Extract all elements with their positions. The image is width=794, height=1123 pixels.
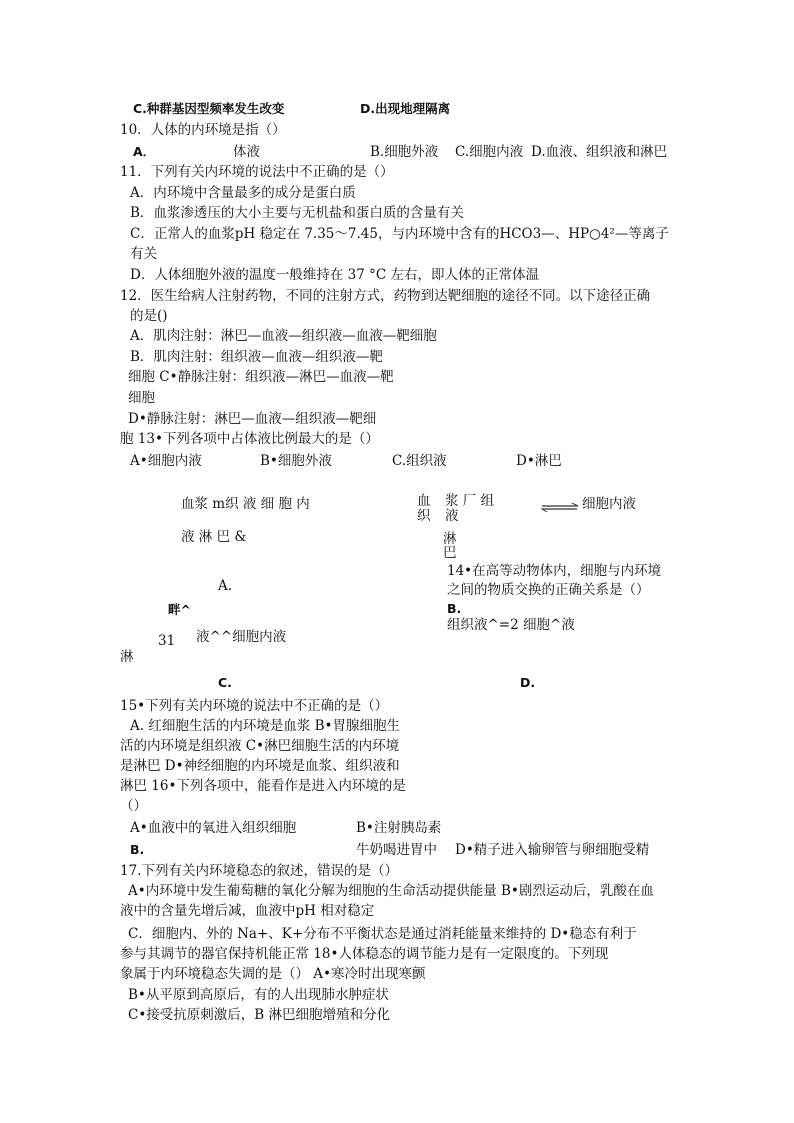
q15-line1: A. 红细胞生活的内环境是血浆 B•胃腺细胞生 (130, 718, 401, 734)
q15-line2: 活的内环境是组织液 C•淋巴细胞生活的内环境 (120, 738, 400, 754)
diagram-right-char2: 织 (417, 508, 431, 524)
q12-option-b: B．肌肉注射：组织液—血液—组织液—靶 (130, 349, 383, 365)
q13-option-c: C.组织液 (392, 453, 447, 469)
q14-option-b-text: 组织液^=2 细胞^液 (447, 617, 575, 633)
double-arrow-icon (541, 503, 579, 512)
diagram-lymph-char: 淋 (120, 649, 134, 665)
q15-line5: （） (120, 798, 147, 814)
q17-stem: 17.下列有关内环境稳态的叙述，错误的是（） (120, 863, 398, 879)
diagram-right-char5: 巴 (443, 545, 457, 561)
q17-line1: A•内环境中发生葡萄糖的氧化分解为细胞的生命活动提供能量 B•剧烈运动后，乳酸在血 (128, 883, 654, 899)
diagram-option-a-label: A. (218, 578, 233, 594)
q13-stem: 胞 13•下列各项中占体液比例最大的是（） (120, 431, 379, 447)
q15-line3: 是淋巴 D•神经细胞的内环境是血浆、组织液和 (120, 758, 400, 774)
q18-option-c: C•接受抗原刺激后，B 淋巴细胞增殖和分化 (128, 1007, 391, 1023)
q10-option-c: C.细胞内液 (455, 144, 524, 160)
q10-option-a: A． (133, 144, 156, 159)
q11-stem: 11．下列有关内环境的说法中不正确的是（） (120, 164, 394, 180)
diagram-right-cell: 细胞内液 (582, 496, 636, 512)
diagram-liquid-text: 液^^细胞内液 (196, 629, 287, 645)
q16-option-a: A•血液中的氧进入组织细胞 (130, 820, 297, 836)
diagram-number: 31 (158, 633, 176, 649)
q16-option-c: 牛奶喝进胃中 (356, 842, 437, 858)
q10-option-a-text: 体液 (233, 144, 260, 160)
diagram-right-char1: 血 (417, 493, 431, 509)
q16-option-c-label: B. (130, 842, 145, 857)
diagram-option-d-label: D. (520, 675, 536, 690)
q11-option-c-cont: 有关 (130, 246, 157, 262)
q17-line2: 液中的含量先增后减，血液中pH 相对稳定 (120, 903, 375, 919)
q10-option-d: D.血液、组织液和淋巴 (531, 144, 668, 160)
q10-option-b: B.细胞外液 (370, 144, 439, 160)
q12-stem: 12．医生给病人注射药物，不同的注射方式，药物到达靶细胞的途径不同。以下途径正确 (120, 288, 651, 304)
q13-option-d: D•淋巴 (516, 453, 562, 469)
q13-option-a: A•细胞内液 (130, 453, 202, 469)
diagram-right-char4: 淋 (443, 531, 457, 547)
q12-option-b-cont: 细胞 C•静脉注射：组织液—淋巴—血液—靶 (128, 369, 394, 385)
q14-option-b-label: B. (447, 601, 462, 616)
q12-option-d: D•静脉注射：淋巴—血液—组织液—靶细 (128, 411, 377, 427)
q11-option-b: B．血浆渗透压的大小主要与无机盐和蛋白质的含量有关 (130, 205, 464, 221)
diagram-option-c-label: C. (218, 675, 232, 690)
diagram-left-line1: 血浆 m织 液 细 胞 内 (181, 496, 310, 512)
q16-option-d: D•精子进入输卵管与卵细胞受精 (455, 842, 650, 858)
q9-option-c: C.种群基因型频率发生改变 (133, 101, 285, 116)
q17-line3: C．细胞内、外的 Na+、K+分布不平衡状态是通过消耗能量来维持的 D•稳态有利于 (128, 926, 637, 942)
q11-option-c: C．正常人的血浆pH 稳定在 7.35〜7.45，与内环境中含有的HCO3—、HP○4²—等离子 (130, 226, 669, 242)
diagram-right-line1: 浆 厂 组 (445, 493, 495, 509)
q11-option-d: D．人体细胞外液的温度一般维持在 37 °C 左右，即人体的正常体温 (130, 267, 539, 283)
q10-stem: 10．人体的内环境是指（） (120, 122, 286, 138)
q12-stem-cont: 的是() (130, 308, 168, 324)
q15-stem: 15•下列有关内环境的说法中不正确的是（） (120, 698, 389, 714)
q15-line4: 淋巴 16•下列各项中，能看作是进入内环境的是 (120, 778, 406, 794)
q14-stem-cont: 之间的物质交换的正确关系是（） (447, 582, 650, 598)
diagram-garbled-text: 畔^ (168, 602, 191, 617)
q14-stem: 14•在高等动物体内，细胞与内环境 (447, 563, 662, 579)
q18-stem: 象属于内环境稳态失调的是（） A•寒冷时出现寒颤 (120, 966, 426, 982)
q12-option-c-cont: 细胞 (128, 390, 155, 406)
q17-line4: 参与其调节的器官保持机能正常 18•人体稳态的调节能力是有一定限度的。下列现 (120, 946, 609, 962)
q11-option-a: A．内环境中含量最多的成分是蛋白质 (130, 185, 356, 201)
q18-option-b: B•从平原到高原后，有的人出现肺水肿症状 (128, 987, 389, 1003)
diagram-right-char3: 液 (445, 508, 459, 524)
q16-option-b: B•注射胰岛素 (356, 820, 442, 836)
diagram-left-line2: 液 淋 巴 & (181, 529, 247, 545)
q9-option-d: D.出现地理隔离 (360, 101, 451, 116)
q13-option-b: B•细胞外液 (260, 453, 332, 469)
q12-option-a: A．肌肉注射：淋巴—血液—组织液—血液—靶细胞 (130, 328, 437, 344)
